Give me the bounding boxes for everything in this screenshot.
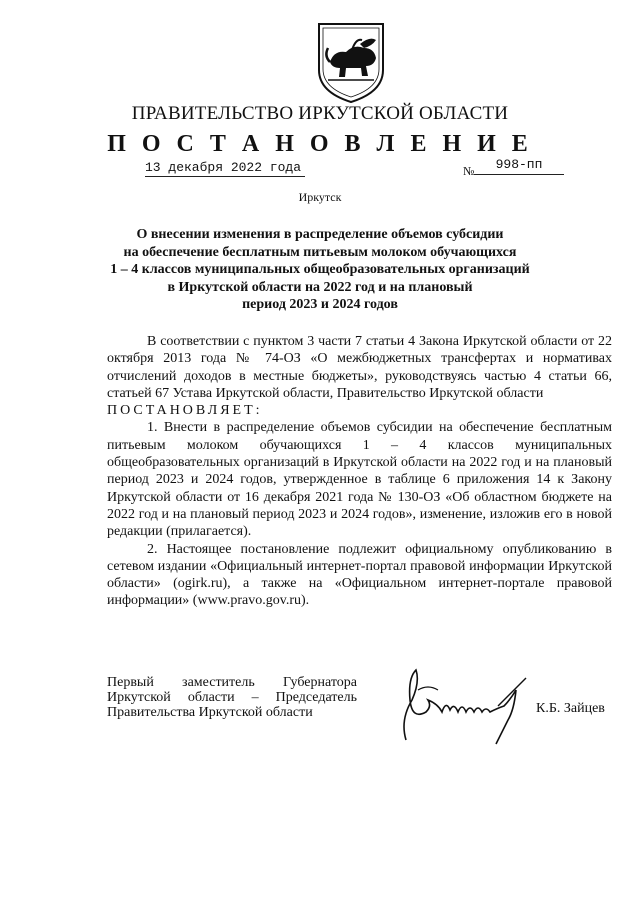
item-1-paragraph: 1. Внести в распределение объемов субсидии на обеспечение бесплатным питьевым молоком обучающихся 1 – 4 классов муниципальных общеобразовательных организаций в Иркутской области на 2022 год и на плановый период 2023 и 2024 годов, утвержденное в таблице 6 приложения 14 к Закону Иркутской области от 16 декабря 2021 года № 130-ОЗ «Об областном бюджете на 2022 год и на плановый период 2023 и 2024 годов», изменение, изложив его в новой редакции (прилагается). [107,420,612,540]
document-body [107,333,612,610]
government-name: ПРАВИТЕЛЬСТВО ИРКУТСКОЙ ОБЛАСТИ [131,103,509,124]
position-line: Иркутской области – Председатель [107,690,357,705]
title-line: период 2023 и 2024 годов [242,297,398,312]
coat-of-arms-icon [316,22,386,104]
position-line: Первый заместитель Губернатора [107,675,357,690]
title-line: на обеспечение бесплатным питьевым молоком обучающихся [123,244,517,260]
document-title [100,226,540,314]
preamble-paragraph: В соответствии с пунктом 3 части 7 статьи 4 Закона Иркутской области от 22 октября 2013 года № 74-ОЗ «О межбюджетных трансфертах и нормативах отчислений доходов в местные бюджеты», руководствуясь частью 4 статьи 66, статьей 67 Устава Иркутской области, Правительство Иркутской области [107,334,612,401]
document-type: П О С Т А Н О В Л Е Н И Е [107,131,533,157]
decree-number: 998-пп [474,157,564,175]
signatory-name: К.Б. Зайцев [536,701,605,716]
number-sign: № [463,164,475,178]
handwritten-signature [398,660,543,750]
decree-date: 13 декабря 2022 года [145,160,305,177]
title-line: О внесении изменения в распределение объемов субсидии [136,227,504,242]
city: Иркутск [298,190,342,204]
title-line: в Иркутской области на 2022 год и на плановый [167,279,473,295]
signatory-position [107,675,357,720]
position-line: Правительства Иркутской области [107,705,313,720]
title-line: 1 – 4 классов муниципальных общеобразовательных организаций [110,262,530,277]
item-2-paragraph: 2. Настоящее постановление подлежит официальному опубликованию в сетевом издании «Официальный интернет-портал правовой информации Иркутской области» (ogirk.ru), а также на «Официальном интернет-портале правовой информации» (www.pravo.gov.ru). [107,541,612,609]
postanovlyaet-heading: ПОСТАНОВЛЯЕТ: [107,403,263,419]
